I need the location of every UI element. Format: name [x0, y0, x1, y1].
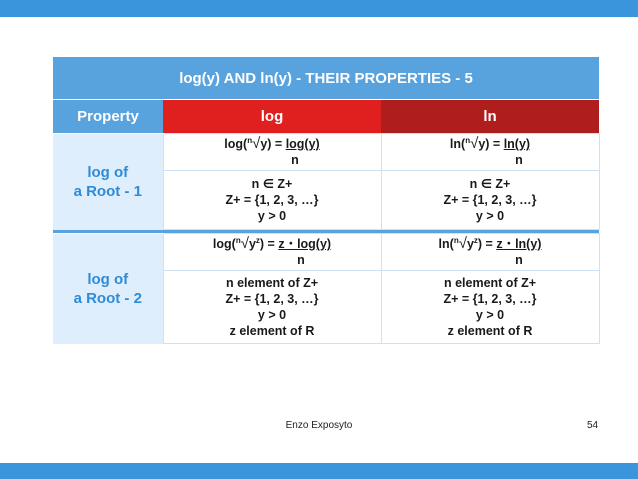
condition-line: z element of R [447, 324, 533, 338]
root-index: n [235, 235, 241, 245]
radicand: y [260, 137, 268, 151]
root-index: n [465, 135, 471, 145]
formula-equals: ) = [259, 237, 279, 251]
condition-line: n element of Z+ [443, 276, 537, 290]
property-label-line1: log of [87, 270, 129, 288]
condition-line: Z+ = {1, 2, 3, …} [443, 193, 537, 207]
condition-line: y > 0 [475, 308, 505, 322]
top-accent-bar [0, 0, 638, 17]
condition-line: n ∈ Z+ [251, 177, 293, 191]
formula-prefix: log( [212, 237, 236, 251]
header-property: Property [53, 100, 163, 134]
footer-author: Enzo Exposyto [285, 420, 353, 431]
log-formula-root-2 [163, 234, 381, 271]
root-index: n [453, 235, 459, 245]
formula-equals: ) = [485, 137, 504, 151]
formula-equals: ) = [267, 137, 286, 151]
radicand-exponent: z [255, 235, 260, 245]
property-label-line2: a Root - 2 [73, 289, 142, 307]
page-number: 54 [587, 420, 599, 431]
property-label-root-2 [53, 234, 163, 344]
fraction-denominator: n [297, 253, 305, 267]
log-conditions-root-1 [163, 171, 381, 230]
fraction-numerator: z・ln(y) [496, 237, 542, 251]
radical-sign: √ [470, 135, 479, 152]
log-conditions-root-2 [163, 271, 381, 344]
fraction-numerator: log(y) [285, 137, 320, 151]
condition-line: z element of R [229, 324, 315, 338]
log-formula-root-1 [163, 134, 381, 171]
condition-line: n element of Z+ [225, 276, 319, 290]
table-title: log(y) AND ln(y) - THEIR PROPERTIES - 5 [53, 57, 599, 100]
radical-sign: √ [458, 235, 467, 252]
condition-line: Z+ = {1, 2, 3, …} [443, 292, 537, 306]
fraction-denominator: n [515, 153, 523, 167]
radicand: y [466, 237, 474, 251]
header-ln: ln [381, 100, 599, 134]
ln-formula-root-2 [381, 234, 599, 271]
radicand-exponent: z [473, 235, 478, 245]
ln-formula-root-1 [381, 134, 599, 171]
property-label-line1: log of [87, 163, 129, 181]
radical-sign: √ [252, 135, 261, 152]
property-label-line2: a Root - 1 [73, 182, 142, 200]
condition-line: y > 0 [257, 308, 287, 322]
properties-table [53, 57, 600, 344]
fraction-numerator: z・log(y) [278, 237, 332, 251]
formula-prefix: ln( [438, 237, 454, 251]
property-label-root-1 [53, 134, 163, 230]
fraction-denominator: n [291, 153, 299, 167]
header-log: log [163, 100, 381, 134]
fraction-denominator: n [515, 253, 523, 267]
formula-equals: ) = [477, 237, 497, 251]
fraction-numerator: ln(y) [503, 137, 531, 151]
ln-conditions-root-1 [381, 171, 599, 230]
bottom-accent-bar [0, 463, 638, 479]
radicand: y [248, 237, 256, 251]
formula-prefix: log( [224, 137, 248, 151]
condition-line: y > 0 [257, 209, 287, 223]
radical-sign: √ [240, 235, 249, 252]
formula-prefix: ln( [449, 137, 466, 151]
condition-line: Z+ = {1, 2, 3, …} [225, 193, 319, 207]
radicand: y [478, 137, 486, 151]
ln-conditions-root-2 [381, 271, 599, 344]
root-index: n [247, 135, 253, 145]
condition-line: Z+ = {1, 2, 3, …} [225, 292, 319, 306]
condition-line: y > 0 [475, 209, 505, 223]
condition-line: n ∈ Z+ [469, 177, 511, 191]
